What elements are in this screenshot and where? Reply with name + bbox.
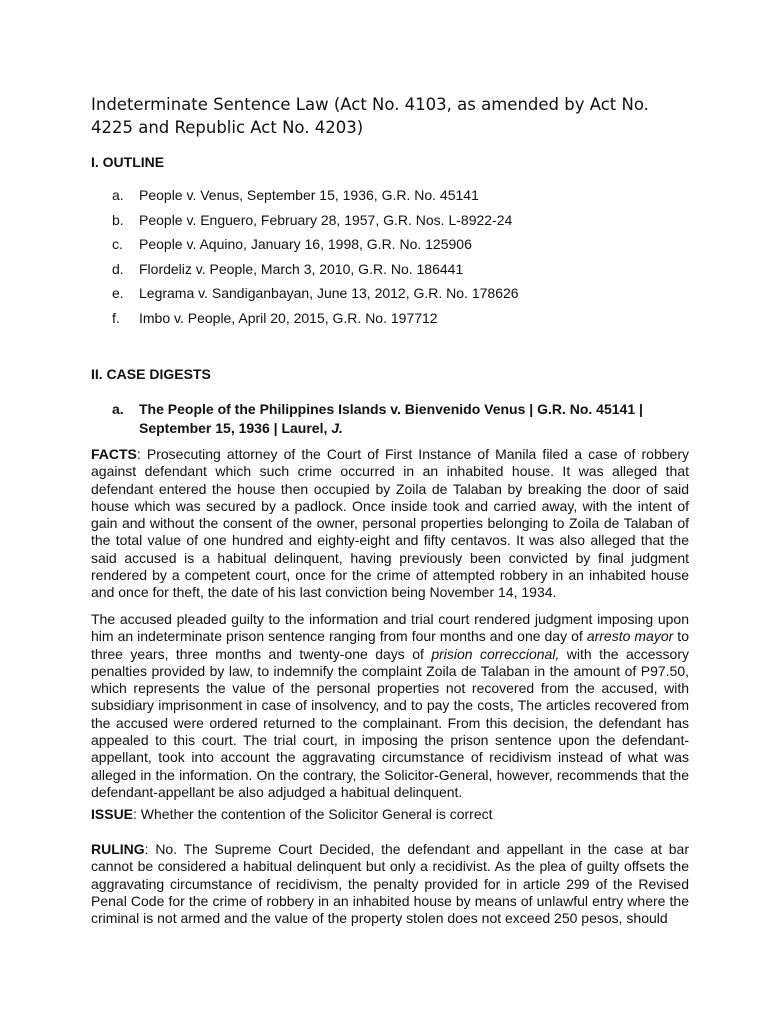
outline-item (112, 260, 519, 285)
case-heading-line1: The People of the Philippines Islands v. Bienvenido Venus | G.R. No. 45141 | (139, 401, 643, 417)
outline-item (112, 284, 519, 309)
ruling-label: RULING (91, 841, 145, 857)
facts-label: FACTS (91, 446, 137, 462)
outline-item-letter: b. (112, 211, 124, 228)
outline-item-text: People v. Aquino, January 16, 1998, G.R. No. 125906 (139, 236, 472, 253)
proceedings-paragraph (91, 611, 689, 801)
outline-item (112, 186, 519, 211)
issue-label: ISSUE (91, 806, 134, 822)
outline-item-letter: d. (112, 260, 124, 277)
proceedings-italic-2: prision correccional, (431, 645, 560, 662)
proceedings-text-3: with the accessory penalties provided by law, to indemnify the complaint Zoila de Talaban in the amount of P97.50, which represents the value of the personal properties not recovered from the accused, with subsidiary imprisonment in case of insolvency, and to pay the costs, The articles recovered from the accused were ordered returned to the complainant. From this decision, the defendant has appealed to this court. The trial court, in imposing the prison sentence upon the defendant-appellant, took into account the aggravating circumstance of recidivism instead of what was alleged in the information. On the contrary, the Solicitor-General, however, recommends that the defendant-appellant be also adjudged a habitual delinquent. (91, 645, 689, 800)
document-title: Indeterminate Sentence Law (Act No. 4103, as amended by Act No. 4225 and Republic Act No. 4203) (91, 95, 649, 137)
outline-heading: I. OUTLINE (91, 154, 165, 170)
case-heading-justice-italic: J. (331, 420, 343, 436)
issue-text: : Whether the contention of the Solicitor General is correct (133, 806, 493, 822)
proceedings-text-2: to three years, three months and twenty-one days of (91, 628, 689, 662)
issue-paragraph (91, 806, 689, 823)
outline-item-text: Imbo v. People, April 20, 2015, G.R. No. 197712 (139, 309, 438, 326)
case-digests-heading: II. CASE DIGESTS (91, 366, 211, 382)
outline-item-letter: f. (112, 309, 120, 326)
ruling-text: : No. The Supreme Court Decided, the defendant and appellant in the case at bar cannot be considered a habitual delinquent but only a recidivist. As the plea of guilty offsets the aggravating circumstance of recidivism, the penalty provided for in article 299 of the Revised Penal Code for the crime of robbery in an inhabited house by means of unlawful entry where the criminal is not armed and the value of the property stolen does not exceed 250 pesos, should (91, 841, 689, 927)
outline-item (112, 309, 519, 334)
outline-item-letter: e. (112, 285, 124, 302)
case-heading-line2 (112, 419, 688, 438)
outline-list (112, 186, 519, 334)
outline-item (112, 211, 519, 236)
proceedings-italic-1: arresto mayor (586, 628, 674, 645)
proceedings-text-1: The accused pleaded guilty to the information and trial court rendered judgment imposing upon him an indeterminate prison sentence ranging from four months and one day of (91, 611, 689, 645)
outline-item-text: Legrama v. Sandiganbayan, June 13, 2012, G.R. No. 178626 (139, 285, 519, 302)
outline-item-text: People v. Enguero, February 28, 1957, G.R. Nos. L-8922-24 (139, 211, 513, 228)
facts-paragraph (91, 446, 689, 602)
case-heading-letter: a. (112, 401, 124, 417)
outline-item-letter: a. (112, 187, 124, 203)
facts-text: : Prosecuting attorney of the Court of First Instance of Manila filed a case of robbery against defendant which such crime occurred in an inhabited house. It was alleged that defendant entered the house then occupied by Zoila de Talaban by breaking the door of said house which was secured by a padlock. Once inside took and carried away, with the intent of gain and without the consent of the owner, personal properties belonging to Zoila de Talaban of the total value of one hundred and eighty-eight and fifty centavos. It was also alleged that the said accused is a habitual delinquent, having previously been convicted by final judgment rendered by a competent court, once for the crime of attempted robbery in an inhabited house and once for theft, the date of his last conviction being November 14, 1934. (91, 446, 689, 601)
outline-item-text: Flordeliz v. People, March 3, 2010, G.R. No. 186441 (139, 260, 464, 277)
case-heading-line2-text: September 15, 1936 | Laurel, (139, 420, 332, 436)
case-heading (112, 400, 688, 438)
outline-item-letter: c. (112, 236, 123, 253)
ruling-paragraph (91, 841, 689, 927)
outline-item-text: People v. Venus, September 15, 1936, G.R. No. 45141 (139, 187, 479, 203)
outline-item (112, 235, 519, 260)
